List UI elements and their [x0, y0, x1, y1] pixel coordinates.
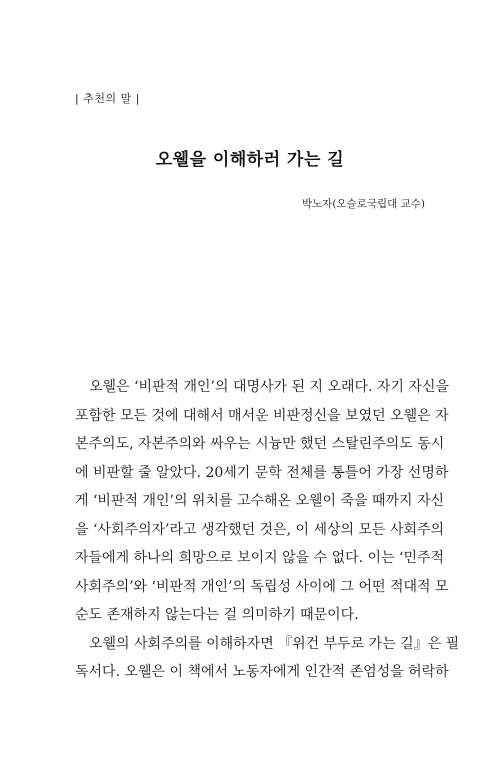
- text-line: 게 ‘비판적 개인’의 위치를 고수해온 오웰이 죽을 때까지 자신: [75, 493, 445, 509]
- paragraph-2: [75, 630, 460, 687]
- body-text: [75, 373, 460, 687]
- paragraph-1: [75, 373, 450, 630]
- page-title: 오웰을 이해하러 가는 길: [155, 150, 345, 170]
- author-byline: 박노자(오슬로국립대 교수): [301, 198, 425, 210]
- text-line: 독서다. 오웰은 이 책에서 노동자에게 인간적 존엄성을 허락하: [75, 664, 449, 680]
- section-label: | 추천의 말 |: [75, 92, 140, 105]
- text-line: 순도 존재하지 않는다는 걸 의미하기 때문이다.: [75, 607, 359, 623]
- text-line: 오웰은 ‘비판적 개인’의 대명사가 된 지 오래다. 자기 자신을: [89, 379, 450, 395]
- text-line: 오웰의 사회주의를 이해하자면 『위건 부두로 가는 길』은 필: [89, 635, 460, 652]
- text-line: 포함한 모든 것에 대해서 매서운 비판정신을 보였던 오웰은 자: [75, 407, 449, 424]
- text-line: 사회주의’와 ‘비판적 개인’의 독립성 사이에 그 어떤 적대적 모: [75, 578, 449, 595]
- text-line: 본주의도, 자본주의와 싸우는 시늉만 했던 스탈린주의도 동시: [75, 436, 445, 452]
- text-line: 에 비판할 줄 알았다. 20세기 문학 전체를 통틀어 가장 선명하: [75, 464, 449, 481]
- text-line: 자들에게 하나의 희망으로 보이지 않을 수 없다. 이는 ‘민주적: [75, 550, 445, 566]
- text-line: 을 ‘사회주의자’라고 생각했던 것은, 이 세상의 모든 사회주의: [75, 521, 445, 538]
